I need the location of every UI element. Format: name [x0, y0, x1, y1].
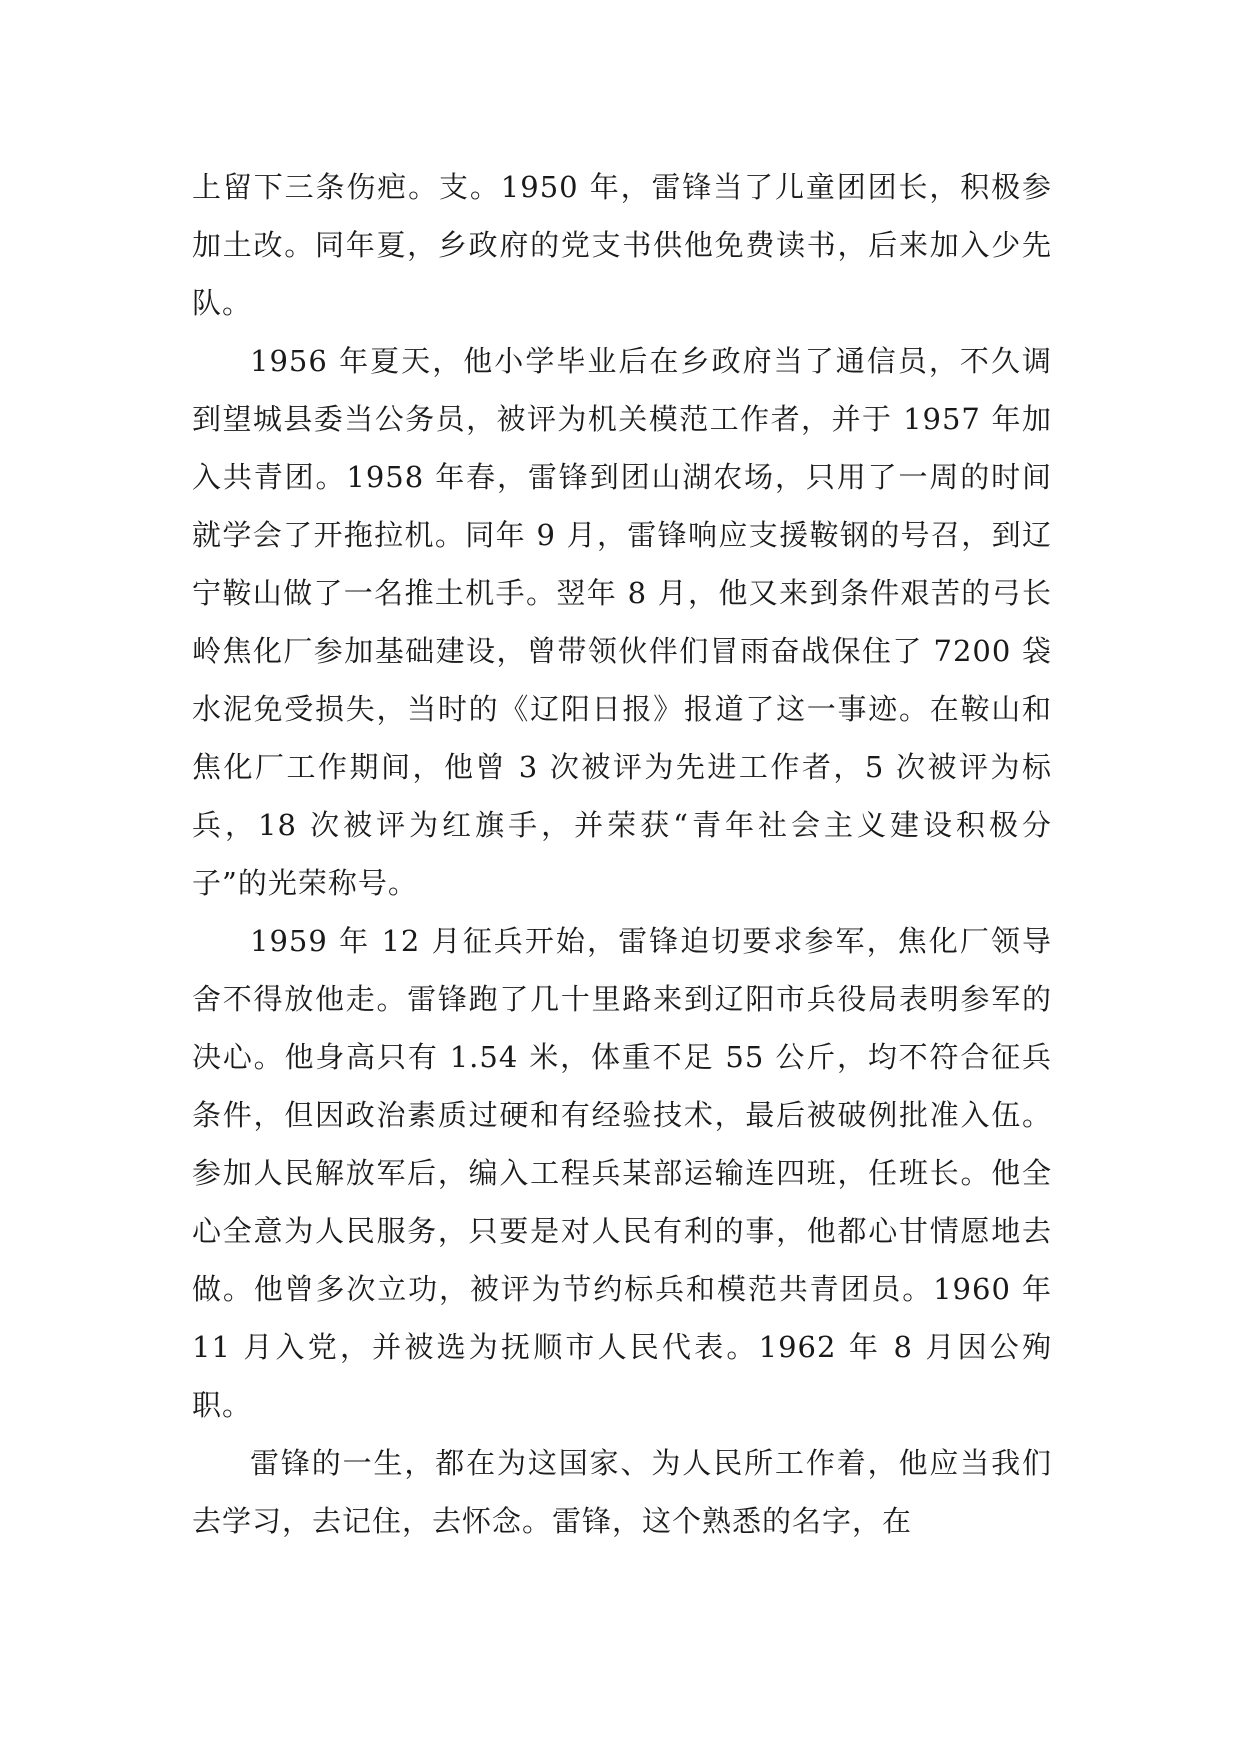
document-body [192, 158, 1052, 1550]
paragraph-1: 上留下三条伤疤。支。1950 年，雷锋当了儿童团团长，积极参加土改。同年夏，乡政府的党支书供他免费读书，后来加入少先队。 [192, 170, 1052, 320]
paragraph-2: 1956 年夏天，他小学毕业后在乡政府当了通信员，不久调到望城县委当公务员，被评为机关模范工作者，并于 1957 年加入共青团。1958 年春，雷锋到团山湖农场，只用了一周的时间就学会了开拖拉机。同年 9 月，雷锋响应支援鞍钢的号召，到辽宁鞍山做了一名推土机手。翌年 8 月，他又来到条件艰苦的弓长岭焦化厂参加基础建设，曾带领伙伴们冒雨奋战保住了 7200 袋水泥免受损失，当时的《辽阳日报》报道了这一事迹。在鞍山和焦化厂工作期间，他曾 3 次被评为先进工作者，5 次被评为标兵，18 次被评为红旗手，并荣获“青年社会主义建设积极分子”的光荣称号。 [192, 344, 1052, 900]
paragraph-3: 1959 年 12 月征兵开始，雷锋迫切要求参军，焦化厂领导舍不得放他走。雷锋跑了几十里路来到辽阳市兵役局表明参军的决心。他身高只有 1.54 米，体重不足 55 公斤，均不符合征兵条件，但因政治素质过硬和有经验技术，最后被破例批准入伍。参加人民解放军后，编入工程兵某部运输连四班，任班长。他全心全意为人民服务，只要是对人民有利的事，他都心甘情愿地去做。他曾多次立功，被评为节约标兵和模范共青团员。1960 年 11 月入党，并被选为抚顺市人民代表。1962 年 8 月因公殉职。 [192, 924, 1052, 1422]
paragraph-4: 雷锋的一生，都在为这国家、为人民所工作着，他应当我们去学习，去记住，去怀念。雷锋，这个熟悉的名字，在 [192, 1446, 1052, 1538]
